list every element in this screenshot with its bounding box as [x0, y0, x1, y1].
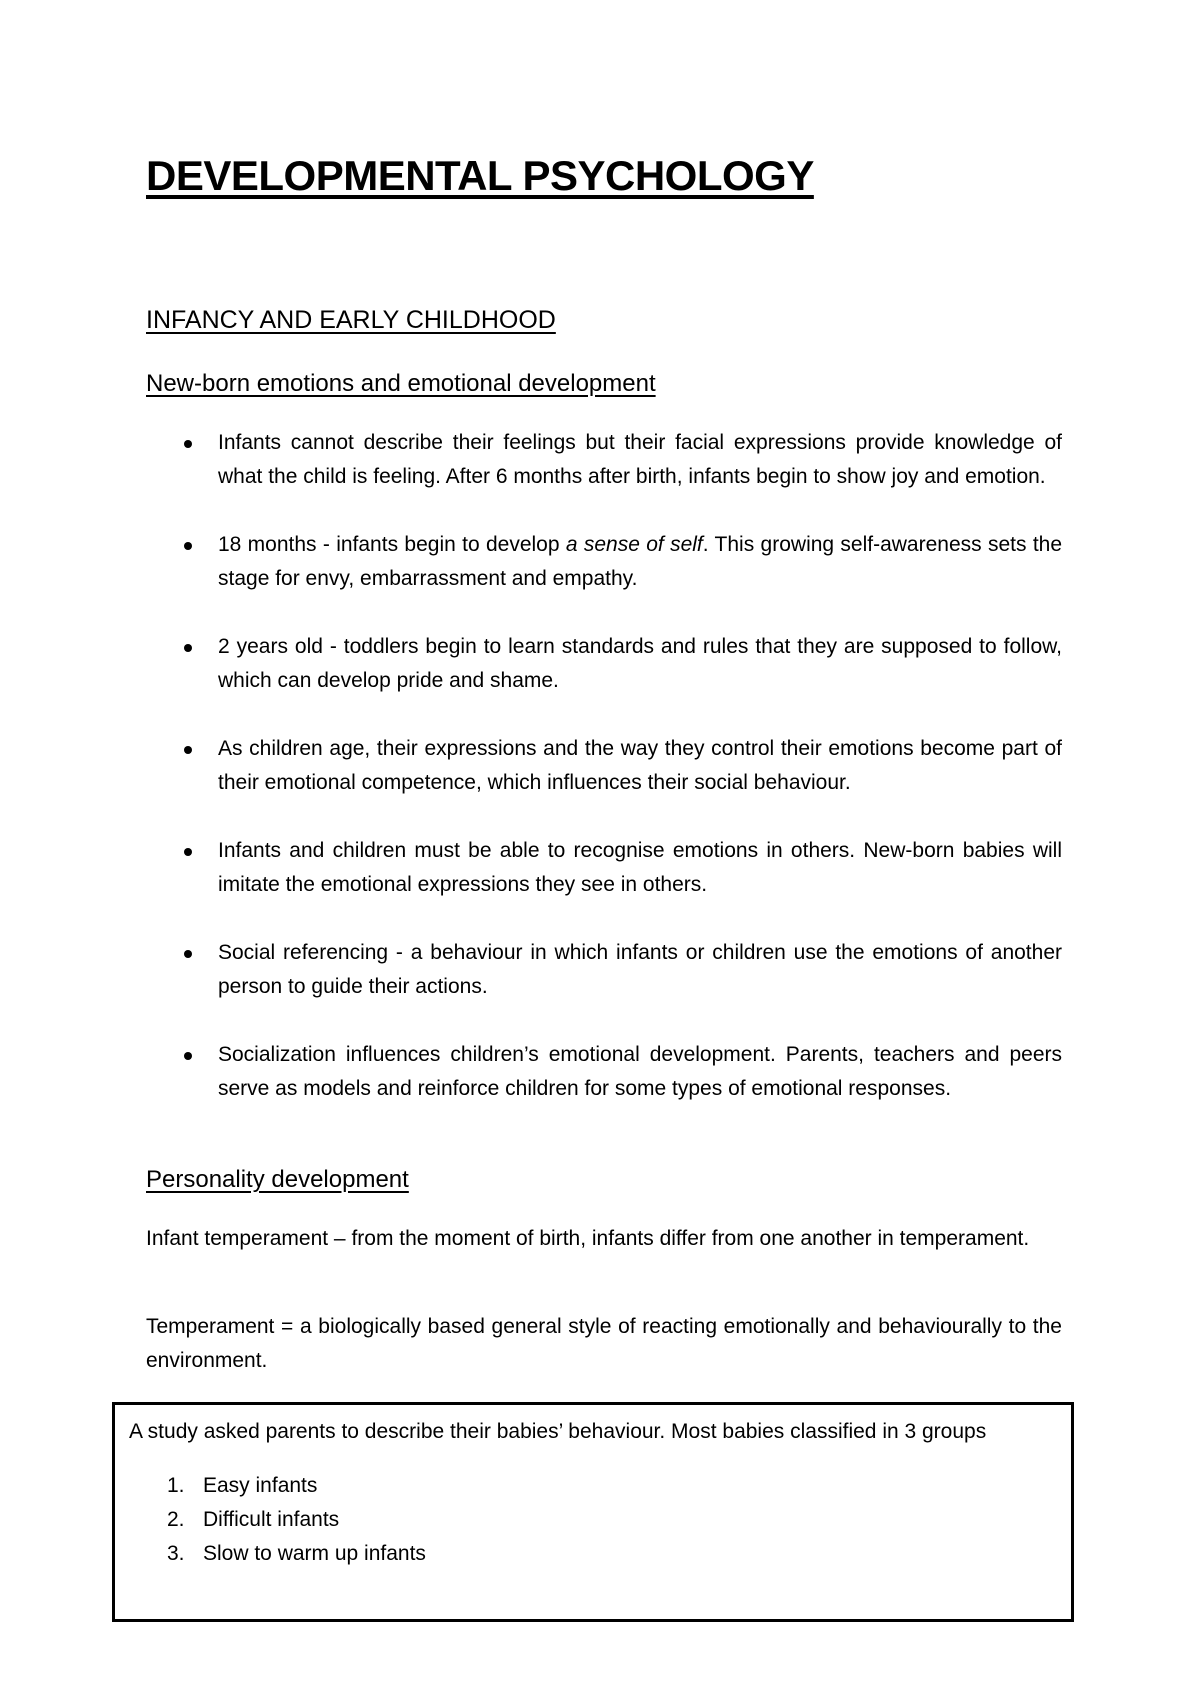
list-item [146, 630, 1062, 698]
list-number: 3. [167, 1542, 185, 1565]
list-item [146, 936, 1062, 1004]
bullet-text-emphasis: a sense of self [565, 533, 703, 556]
list-label: Difficult infants [203, 1508, 340, 1531]
section-heading: INFANCY AND EARLY CHILDHOOD [146, 306, 556, 334]
bullet-text-end: . This growing self-awareness sets the stage for envy, embarrassment and empathy. [218, 533, 1063, 590]
list-number: 1. [167, 1474, 185, 1497]
bullet-icon [184, 950, 192, 958]
bullet-text: Infants and children must be able to recognise emotions in others. New-born babies will imitate the emotional expressions they see in others. [218, 839, 1062, 896]
bullet-icon [184, 644, 192, 652]
bullet-text: Socialization influences children’s emotional development. Parents, teachers and peers serve as models and reinforce children for some types of emotional responses. [218, 1043, 1062, 1100]
emotion-bullet-list [146, 426, 1062, 1140]
subsection-heading-emotions: New-born emotions and emotional development [146, 370, 656, 397]
bullet-icon [184, 542, 192, 550]
temperament-definition-paragraph: Temperament = a biologically based general style of reacting emotionally and behaviourally to the environment. [146, 1315, 1062, 1372]
list-number: 2. [167, 1508, 185, 1531]
list-item [146, 426, 1062, 494]
list-item [167, 1537, 426, 1571]
bullet-icon [184, 746, 192, 754]
bullet-text: Social referencing - a behaviour in which infants or children use the emotions of another person to guide their actions. [218, 941, 1062, 998]
bullet-text: As children age, their expressions and the way they control their emotions become part of their emotional competence, which influences their social behaviour. [218, 737, 1062, 794]
study-box-intro: A study asked parents to describe their babies’ behaviour. Most babies classified in 3 groups [129, 1420, 987, 1443]
study-box [112, 1402, 1074, 1622]
list-item [146, 1038, 1062, 1106]
bullet-icon [184, 440, 192, 448]
subsection-heading-personality: Personality development [146, 1166, 409, 1193]
bullet-text-start: 18 months - infants begin to develop [218, 533, 566, 556]
list-item [146, 732, 1062, 800]
list-label: Easy infants [203, 1474, 318, 1497]
list-item [167, 1469, 426, 1503]
temperament-intro-paragraph: Infant temperament – from the moment of birth, infants differ from one another in temperament. [146, 1227, 1030, 1250]
study-group-list [167, 1469, 426, 1571]
list-label: Slow to warm up infants [203, 1542, 426, 1565]
bullet-icon [184, 848, 192, 856]
list-item [146, 834, 1062, 902]
list-item [146, 528, 1062, 596]
bullet-icon [184, 1052, 192, 1060]
bullet-text: 2 years old - toddlers begin to learn standards and rules that they are supposed to follow, which can develop pride and shame. [218, 635, 1062, 692]
list-item [167, 1503, 426, 1537]
page-title: DEVELOPMENTAL PSYCHOLOGY [146, 152, 814, 199]
bullet-text: Infants cannot describe their feelings but their facial expressions provide knowledge of what the child is feeling. After 6 months after birth, infants begin to show joy and emotion. [218, 431, 1062, 488]
